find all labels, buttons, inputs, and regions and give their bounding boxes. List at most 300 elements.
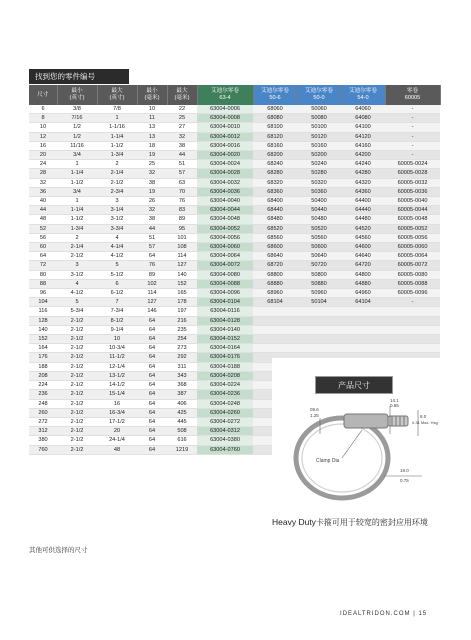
table-cell: 50320 xyxy=(297,178,341,187)
table-cell: 50720 xyxy=(297,261,341,270)
column-header-line1: 零卷 xyxy=(406,88,419,94)
table-cell: 17-1/2 xyxy=(97,417,137,426)
table-cell: 2-1/2 xyxy=(57,344,97,353)
table-cell: 127 xyxy=(137,298,167,307)
table-cell: 50440 xyxy=(297,206,341,215)
table-cell: 164 xyxy=(29,344,57,353)
table-cell: 3/8 xyxy=(57,105,97,114)
table-cell: 11/16 xyxy=(57,141,97,150)
table-cell: 64 xyxy=(137,427,167,436)
table-cell: 10 xyxy=(29,123,57,132)
table-cell: 64160 xyxy=(341,141,385,150)
table-cell: 2-1/2 xyxy=(57,371,97,380)
column-header-line2: (毫米) xyxy=(174,95,190,101)
table-cell: 63004-0104 xyxy=(197,298,253,307)
column-header-line1: 最小 xyxy=(71,88,83,94)
table-cell: 27 xyxy=(167,123,197,132)
table-cell: 57 xyxy=(167,169,197,178)
table-cell: 2-1/4 xyxy=(57,243,97,252)
table-cell: 63004-0164 xyxy=(197,344,253,353)
table-cell: 63004-0056 xyxy=(197,233,253,242)
table-cell: 50060 xyxy=(297,105,341,114)
table-cell: 1-1/4 xyxy=(97,132,137,141)
table-cell xyxy=(253,335,297,344)
table-cell: 64 xyxy=(29,252,57,261)
table-cell: 68960 xyxy=(253,289,297,298)
table-cell: 89 xyxy=(167,215,197,224)
table-row xyxy=(29,298,440,307)
table-cell: - xyxy=(385,298,440,307)
table-cell: 7/8 xyxy=(97,105,137,114)
table-cell: 68360 xyxy=(253,187,297,196)
table-cell: 3-1/4 xyxy=(97,206,137,215)
column-header-line2: (毫米) xyxy=(144,95,160,101)
table-cell xyxy=(297,307,341,316)
dim-d-mm: 19.0 xyxy=(400,468,409,473)
column-header xyxy=(57,85,97,105)
table-cell: 51 xyxy=(167,160,197,169)
table-cell: 60005-0064 xyxy=(385,252,440,261)
table-cell: 63004-0016 xyxy=(197,141,253,150)
table-cell: 63004-0008 xyxy=(197,114,253,123)
table-cell: 38 xyxy=(167,141,197,150)
column-header xyxy=(29,85,57,105)
table-cell: 63 xyxy=(167,178,197,187)
table-cell: 63004-0116 xyxy=(197,307,253,316)
table-cell: 216 xyxy=(167,316,197,325)
table-cell: 80 xyxy=(29,270,57,279)
table-cell: 1 xyxy=(97,114,137,123)
table-cell: 60 xyxy=(29,243,57,252)
table-row xyxy=(29,132,440,141)
table-cell: 64 xyxy=(137,371,167,380)
table-cell: 292 xyxy=(167,353,197,362)
table-cell: 50240 xyxy=(297,160,341,169)
table-cell: 48 xyxy=(97,445,137,454)
table-cell: 68560 xyxy=(253,233,297,242)
table-cell: - xyxy=(385,141,440,150)
table-cell: 188 xyxy=(29,362,57,371)
table-cell xyxy=(341,316,385,325)
dim-c-mm: 8.0 xyxy=(420,414,427,419)
column-header-line1: 最小 xyxy=(146,88,158,94)
table-cell xyxy=(341,335,385,344)
table-cell: 50160 xyxy=(297,141,341,150)
column-header-line1: 艾迪尔零卷 xyxy=(349,88,377,94)
table-cell: 272 xyxy=(29,417,57,426)
table-cell: 13-1/2 xyxy=(97,371,137,380)
table-cell: 236 xyxy=(29,390,57,399)
table-cell: 208 xyxy=(29,371,57,380)
table-cell xyxy=(385,325,440,334)
table-cell: 425 xyxy=(167,408,197,417)
table-cell: 32 xyxy=(29,178,57,187)
table-cell: 19 xyxy=(137,151,167,160)
table-cell: 312 xyxy=(29,427,57,436)
table-cell: 68440 xyxy=(253,206,297,215)
table-cell: 60005-0060 xyxy=(385,243,440,252)
table-cell: 63004-0012 xyxy=(197,132,253,141)
table-cell: 25 xyxy=(167,114,197,123)
table-cell: 64480 xyxy=(341,215,385,224)
clamp-dia-label: Clamp Dia xyxy=(316,458,340,464)
table-cell: 3/4 xyxy=(57,151,97,160)
table-row xyxy=(29,105,440,114)
table-cell: 311 xyxy=(167,362,197,371)
table-cell: - xyxy=(385,105,440,114)
table-cell: 343 xyxy=(167,371,197,380)
column-header-line2: (英寸) xyxy=(109,95,125,101)
column-header-line1: 最大 xyxy=(176,88,188,94)
column-header-line2: 63-4 xyxy=(219,95,231,101)
table-cell: 6 xyxy=(29,105,57,114)
table-cell: 64520 xyxy=(341,224,385,233)
table-cell: 10 xyxy=(97,335,137,344)
table-cell xyxy=(253,316,297,325)
table-row xyxy=(29,344,440,353)
table-cell: 64 xyxy=(137,399,167,408)
table-cell: 146 xyxy=(137,307,167,316)
table-cell: 3 xyxy=(97,197,137,206)
table-cell: 406 xyxy=(167,399,197,408)
table-cell: 1-1/4 xyxy=(57,169,97,178)
table-cell: 8-1/2 xyxy=(97,316,137,325)
table-cell: 5 xyxy=(97,261,137,270)
table-cell: 83 xyxy=(167,206,197,215)
table-cell: 13 xyxy=(137,123,167,132)
table-cell: 63004-0224 xyxy=(197,381,253,390)
table-cell: 114 xyxy=(137,289,167,298)
table-cell: 64320 xyxy=(341,178,385,187)
clamp-screw xyxy=(388,416,408,426)
table-cell: 63004-0248 xyxy=(197,399,253,408)
table-cell: 64 xyxy=(137,325,167,334)
table-cell: 64 xyxy=(137,316,167,325)
table-cell: 50360 xyxy=(297,187,341,196)
table-cell: 60005-0024 xyxy=(385,160,440,169)
table-cell: 108 xyxy=(167,243,197,252)
table-row xyxy=(29,197,440,206)
table-cell xyxy=(385,307,440,316)
table-cell: 63004-0236 xyxy=(197,390,253,399)
table-cell: 176 xyxy=(29,353,57,362)
table-cell: 24 xyxy=(29,160,57,169)
table-cell: 616 xyxy=(167,436,197,445)
table-cell: 152 xyxy=(167,279,197,288)
table-row xyxy=(29,141,440,150)
table-cell: 68200 xyxy=(253,151,297,160)
table-cell: 63004-0272 xyxy=(197,417,253,426)
other-sizes-note: 其他可供选择的尺寸 xyxy=(29,547,88,554)
column-header-line2: 50-6 xyxy=(269,95,281,101)
table-cell: 16-3/4 xyxy=(97,408,137,417)
table-cell: 50100 xyxy=(297,123,341,132)
table-cell: 36 xyxy=(29,187,57,196)
table-cell: 57 xyxy=(137,243,167,252)
table-cell: 63004-0088 xyxy=(197,279,253,288)
table-cell: 64 xyxy=(137,252,167,261)
table-cell: 25 xyxy=(137,160,167,169)
table-cell: 50120 xyxy=(297,132,341,141)
table-cell: 63004-0128 xyxy=(197,316,253,325)
table-cell: 2-1/2 xyxy=(97,178,137,187)
table-cell xyxy=(341,307,385,316)
table-cell: - xyxy=(385,123,440,132)
table-cell: 16 xyxy=(97,399,137,408)
table-cell: 2-1/4 xyxy=(97,169,137,178)
table-cell: 50880 xyxy=(297,279,341,288)
table-cell: 68800 xyxy=(253,270,297,279)
table-cell: 2-1/2 xyxy=(57,316,97,325)
table-cell: 26 xyxy=(137,197,167,206)
table-cell: 44 xyxy=(29,206,57,215)
table-cell: 63004-0188 xyxy=(197,362,253,371)
table-cell xyxy=(297,344,341,353)
table-row xyxy=(29,224,440,233)
table-cell: 4 xyxy=(57,279,97,288)
table-cell: 6-1/2 xyxy=(97,289,137,298)
product-size-label: 产品尺寸 xyxy=(315,376,393,394)
table-cell: 3/4 xyxy=(57,187,97,196)
table-cell: 102 xyxy=(137,279,167,288)
table-cell: 32 xyxy=(137,169,167,178)
table-cell: 2-3/4 xyxy=(97,187,137,196)
table-cell: 387 xyxy=(167,390,197,399)
table-cell: 63004-0010 xyxy=(197,123,253,132)
table-cell: 63004-0032 xyxy=(197,178,253,187)
table-row xyxy=(29,316,440,325)
table-cell: 1-1/2 xyxy=(97,141,137,150)
table-cell: 60005-0044 xyxy=(385,206,440,215)
dim-c-in: 0.31 Max. Hsg xyxy=(412,420,438,425)
column-header-line2: 60005 xyxy=(404,95,421,101)
table-cell: 19 xyxy=(137,187,167,196)
table-cell: 72 xyxy=(29,261,57,270)
dim-a-mm: 09.6 xyxy=(310,407,319,412)
clamp-housing xyxy=(344,414,388,428)
column-header xyxy=(97,85,137,105)
table-cell: 248 xyxy=(29,399,57,408)
table-cell: 63004-0052 xyxy=(197,224,253,233)
table-cell: 2-1/2 xyxy=(57,427,97,436)
table-cell: 20 xyxy=(29,151,57,160)
table-cell: 7 xyxy=(97,298,137,307)
table-cell: 63004-0176 xyxy=(197,353,253,362)
table-cell: 68520 xyxy=(253,224,297,233)
table-cell: 63004-0380 xyxy=(197,436,253,445)
table-cell: 4-1/2 xyxy=(57,289,97,298)
table-cell: 273 xyxy=(167,344,197,353)
table-cell xyxy=(253,307,297,316)
table-cell: 63004-0020 xyxy=(197,151,253,160)
table-cell: 1 xyxy=(57,160,97,169)
table-cell: 50520 xyxy=(297,224,341,233)
table-cell: 508 xyxy=(167,427,197,436)
table-cell: 60005-0048 xyxy=(385,215,440,224)
table-cell: 445 xyxy=(167,417,197,426)
table-cell: 380 xyxy=(29,436,57,445)
table-row xyxy=(29,233,440,242)
caption xyxy=(272,517,442,528)
table-cell: 50480 xyxy=(297,215,341,224)
table-cell: 64 xyxy=(137,344,167,353)
table-cell: 1-3/4 xyxy=(97,151,137,160)
table-cell: 48 xyxy=(29,215,57,224)
table-row xyxy=(29,169,440,178)
table-cell: 96 xyxy=(29,289,57,298)
table-cell: 18 xyxy=(137,141,167,150)
table-cell: 4-1/4 xyxy=(97,243,137,252)
column-header-line1: 艾迪尔零卷 xyxy=(261,88,289,94)
table-cell: 68320 xyxy=(253,178,297,187)
table-row xyxy=(29,243,440,252)
table-cell: 63004-0028 xyxy=(197,169,253,178)
table-cell: 127 xyxy=(167,261,197,270)
table-cell: 104 xyxy=(29,298,57,307)
table-cell: 101 xyxy=(167,233,197,242)
table-cell: 64100 xyxy=(341,123,385,132)
table-cell: 50800 xyxy=(297,270,341,279)
table-cell: 50280 xyxy=(297,169,341,178)
table-cell: 70 xyxy=(167,187,197,196)
table-cell: 64720 xyxy=(341,261,385,270)
table-cell: 235 xyxy=(167,325,197,334)
table-cell: 38 xyxy=(137,215,167,224)
table-cell: 64120 xyxy=(341,132,385,141)
table-cell: 760 xyxy=(29,445,57,454)
page-footer: IDEALTRIDON.COM | 15 xyxy=(340,611,428,617)
table-cell: 44 xyxy=(167,151,197,160)
table-cell: 50400 xyxy=(297,197,341,206)
table-cell: 68100 xyxy=(253,123,297,132)
column-header xyxy=(297,85,341,105)
table-cell: 64 xyxy=(137,353,167,362)
table-cell: 197 xyxy=(167,307,197,316)
caption-brand: Heavy Duty xyxy=(272,517,316,527)
table-cell: 1-3/4 xyxy=(57,224,97,233)
table-cell: 63004-0048 xyxy=(197,215,253,224)
table-row xyxy=(29,187,440,196)
table-cell: 64400 xyxy=(341,197,385,206)
table-cell: 64 xyxy=(137,381,167,390)
dim-d-in: 0.75 xyxy=(400,478,409,483)
column-header-line1: 尺寸 xyxy=(37,91,49,98)
table-cell: 60005-0072 xyxy=(385,261,440,270)
table-cell xyxy=(297,325,341,334)
column-header-line2: (英寸) xyxy=(69,95,85,101)
table-cell: 368 xyxy=(167,381,197,390)
table-cell: 52 xyxy=(29,224,57,233)
table-cell: 64 xyxy=(137,335,167,344)
table-row xyxy=(29,160,440,169)
table-cell: 1-1/4 xyxy=(57,206,97,215)
table-cell: 63004-0024 xyxy=(197,160,253,169)
table-cell: 5-3/4 xyxy=(57,307,97,316)
table-cell: 64 xyxy=(137,436,167,445)
table-cell: 40 xyxy=(29,197,57,206)
table-cell: 12-1/4 xyxy=(97,362,137,371)
table-cell: 3-1/2 xyxy=(57,270,97,279)
table-cell: 2-1/2 xyxy=(57,445,97,454)
table-cell: 8 xyxy=(29,114,57,123)
table-cell: 2-1/2 xyxy=(57,335,97,344)
table-cell: 4 xyxy=(97,233,137,242)
table-cell: 10 xyxy=(137,105,167,114)
table-cell: 2-1/2 xyxy=(57,408,97,417)
table-row xyxy=(29,289,440,298)
table-cell: 14-1/2 xyxy=(97,381,137,390)
table-cell: 3-3/4 xyxy=(97,224,137,233)
table-cell: 64200 xyxy=(341,151,385,160)
table-cell: 68160 xyxy=(253,141,297,150)
table-cell: 64560 xyxy=(341,233,385,242)
table-cell xyxy=(341,344,385,353)
table-cell: 11 xyxy=(137,114,167,123)
table-cell: 95 xyxy=(167,224,197,233)
table-cell: 76 xyxy=(167,197,197,206)
table-cell: 64960 xyxy=(341,289,385,298)
table-cell xyxy=(253,344,297,353)
table-cell: 15-1/4 xyxy=(97,390,137,399)
table-cell: 178 xyxy=(167,298,197,307)
column-header-line2: 50-0 xyxy=(313,95,325,101)
table-row xyxy=(29,261,440,270)
table-cell: 51 xyxy=(137,233,167,242)
table-cell: 68240 xyxy=(253,160,297,169)
table-row xyxy=(29,270,440,279)
table-header-row xyxy=(29,85,440,105)
table-cell: 6 xyxy=(97,279,137,288)
table-cell: 7-3/4 xyxy=(97,307,137,316)
table-row xyxy=(29,307,440,316)
table-cell: 24-1/4 xyxy=(97,436,137,445)
table-cell: 64080 xyxy=(341,114,385,123)
table-cell: 32 xyxy=(167,132,197,141)
table-cell: 50560 xyxy=(297,233,341,242)
table-cell: 89 xyxy=(137,270,167,279)
table-cell: 2-1/2 xyxy=(57,399,97,408)
table-cell: 1/2 xyxy=(57,123,97,132)
table-row xyxy=(29,215,440,224)
table-cell: 68120 xyxy=(253,132,297,141)
table-cell: 152 xyxy=(29,335,57,344)
table-cell: 50104 xyxy=(297,298,341,307)
table-cell: 64640 xyxy=(341,252,385,261)
table-cell: 68060 xyxy=(253,105,297,114)
table-cell: 116 xyxy=(29,307,57,316)
table-cell: 63004-0152 xyxy=(197,335,253,344)
table-cell: 254 xyxy=(167,335,197,344)
table-cell: 63004-0006 xyxy=(197,105,253,114)
table-cell: 9-1/4 xyxy=(97,325,137,334)
table-cell: 63004-0096 xyxy=(197,289,253,298)
column-header xyxy=(341,85,385,105)
table-cell: 60005-0088 xyxy=(385,279,440,288)
table-cell: 60005-0036 xyxy=(385,187,440,196)
table-cell: 56 xyxy=(29,233,57,242)
table-cell: 64 xyxy=(137,390,167,399)
table-cell: 63004-0760 xyxy=(197,445,253,454)
table-cell: 76 xyxy=(137,261,167,270)
table-cell: 63004-0044 xyxy=(197,206,253,215)
table-cell: 38 xyxy=(137,178,167,187)
table-cell: 60005-0052 xyxy=(385,224,440,233)
table-cell: 60005-0040 xyxy=(385,197,440,206)
column-header xyxy=(385,85,440,105)
table-cell: 50600 xyxy=(297,243,341,252)
table-cell: 63004-0060 xyxy=(197,243,253,252)
table-cell: 68600 xyxy=(253,243,297,252)
